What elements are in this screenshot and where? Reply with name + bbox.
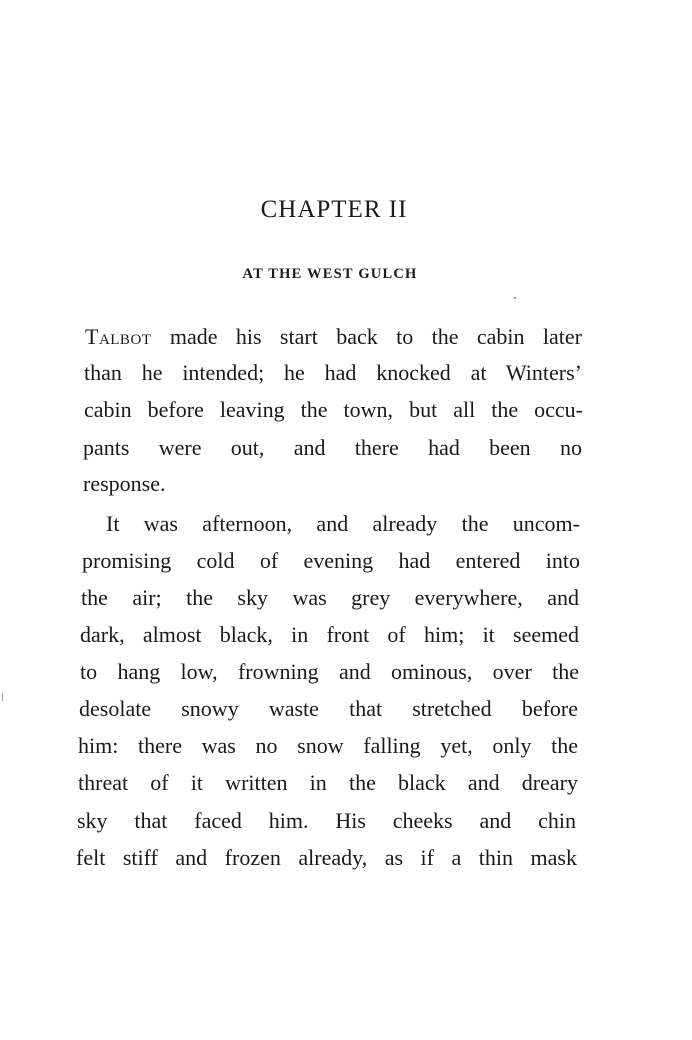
text-line-11: desolate snowy waste that stretched before — [79, 696, 578, 721]
text-line-13: threat of it written in the black and dreary — [78, 770, 578, 795]
chapter-subtitle: AT THE WEST GULCH — [242, 266, 418, 282]
scan-speck — [514, 297, 516, 299]
text-line-15: felt stiff and frozen already, as if a thin mask — [76, 845, 577, 870]
text-line-8: the air; the sky was grey everywhere, and — [81, 585, 579, 610]
text-line-10: to hang low, frowning and ominous, over the — [80, 659, 579, 684]
text-line-4: pants were out, and there had been no — [83, 435, 582, 460]
text-line-1-rest: made his start back to the cabin later — [151, 324, 582, 349]
text-line-14: sky that faced him. His cheeks and chin — [77, 808, 576, 833]
text-line-5: response. — [83, 471, 166, 496]
text-line-7: promising cold of evening had entered into — [82, 548, 580, 573]
text-line-2: than he intended; he had knocked at Winters’ — [84, 360, 582, 385]
scan-edge-mark — [2, 693, 3, 701]
chapter-title: CHAPTER II — [260, 196, 408, 223]
text-line-9: dark, almost black, in front of him; it seemed — [80, 622, 579, 647]
drop-lead-word: Talbot — [85, 324, 152, 349]
text-line-1 — [85, 322, 582, 352]
text-line-12: him: there was no snow falling yet, only the — [78, 733, 578, 758]
text-line-3: cabin before leaving the town, but all the occu- — [84, 397, 583, 422]
text-line-6: It was afternoon, and already the uncom- — [106, 511, 580, 536]
